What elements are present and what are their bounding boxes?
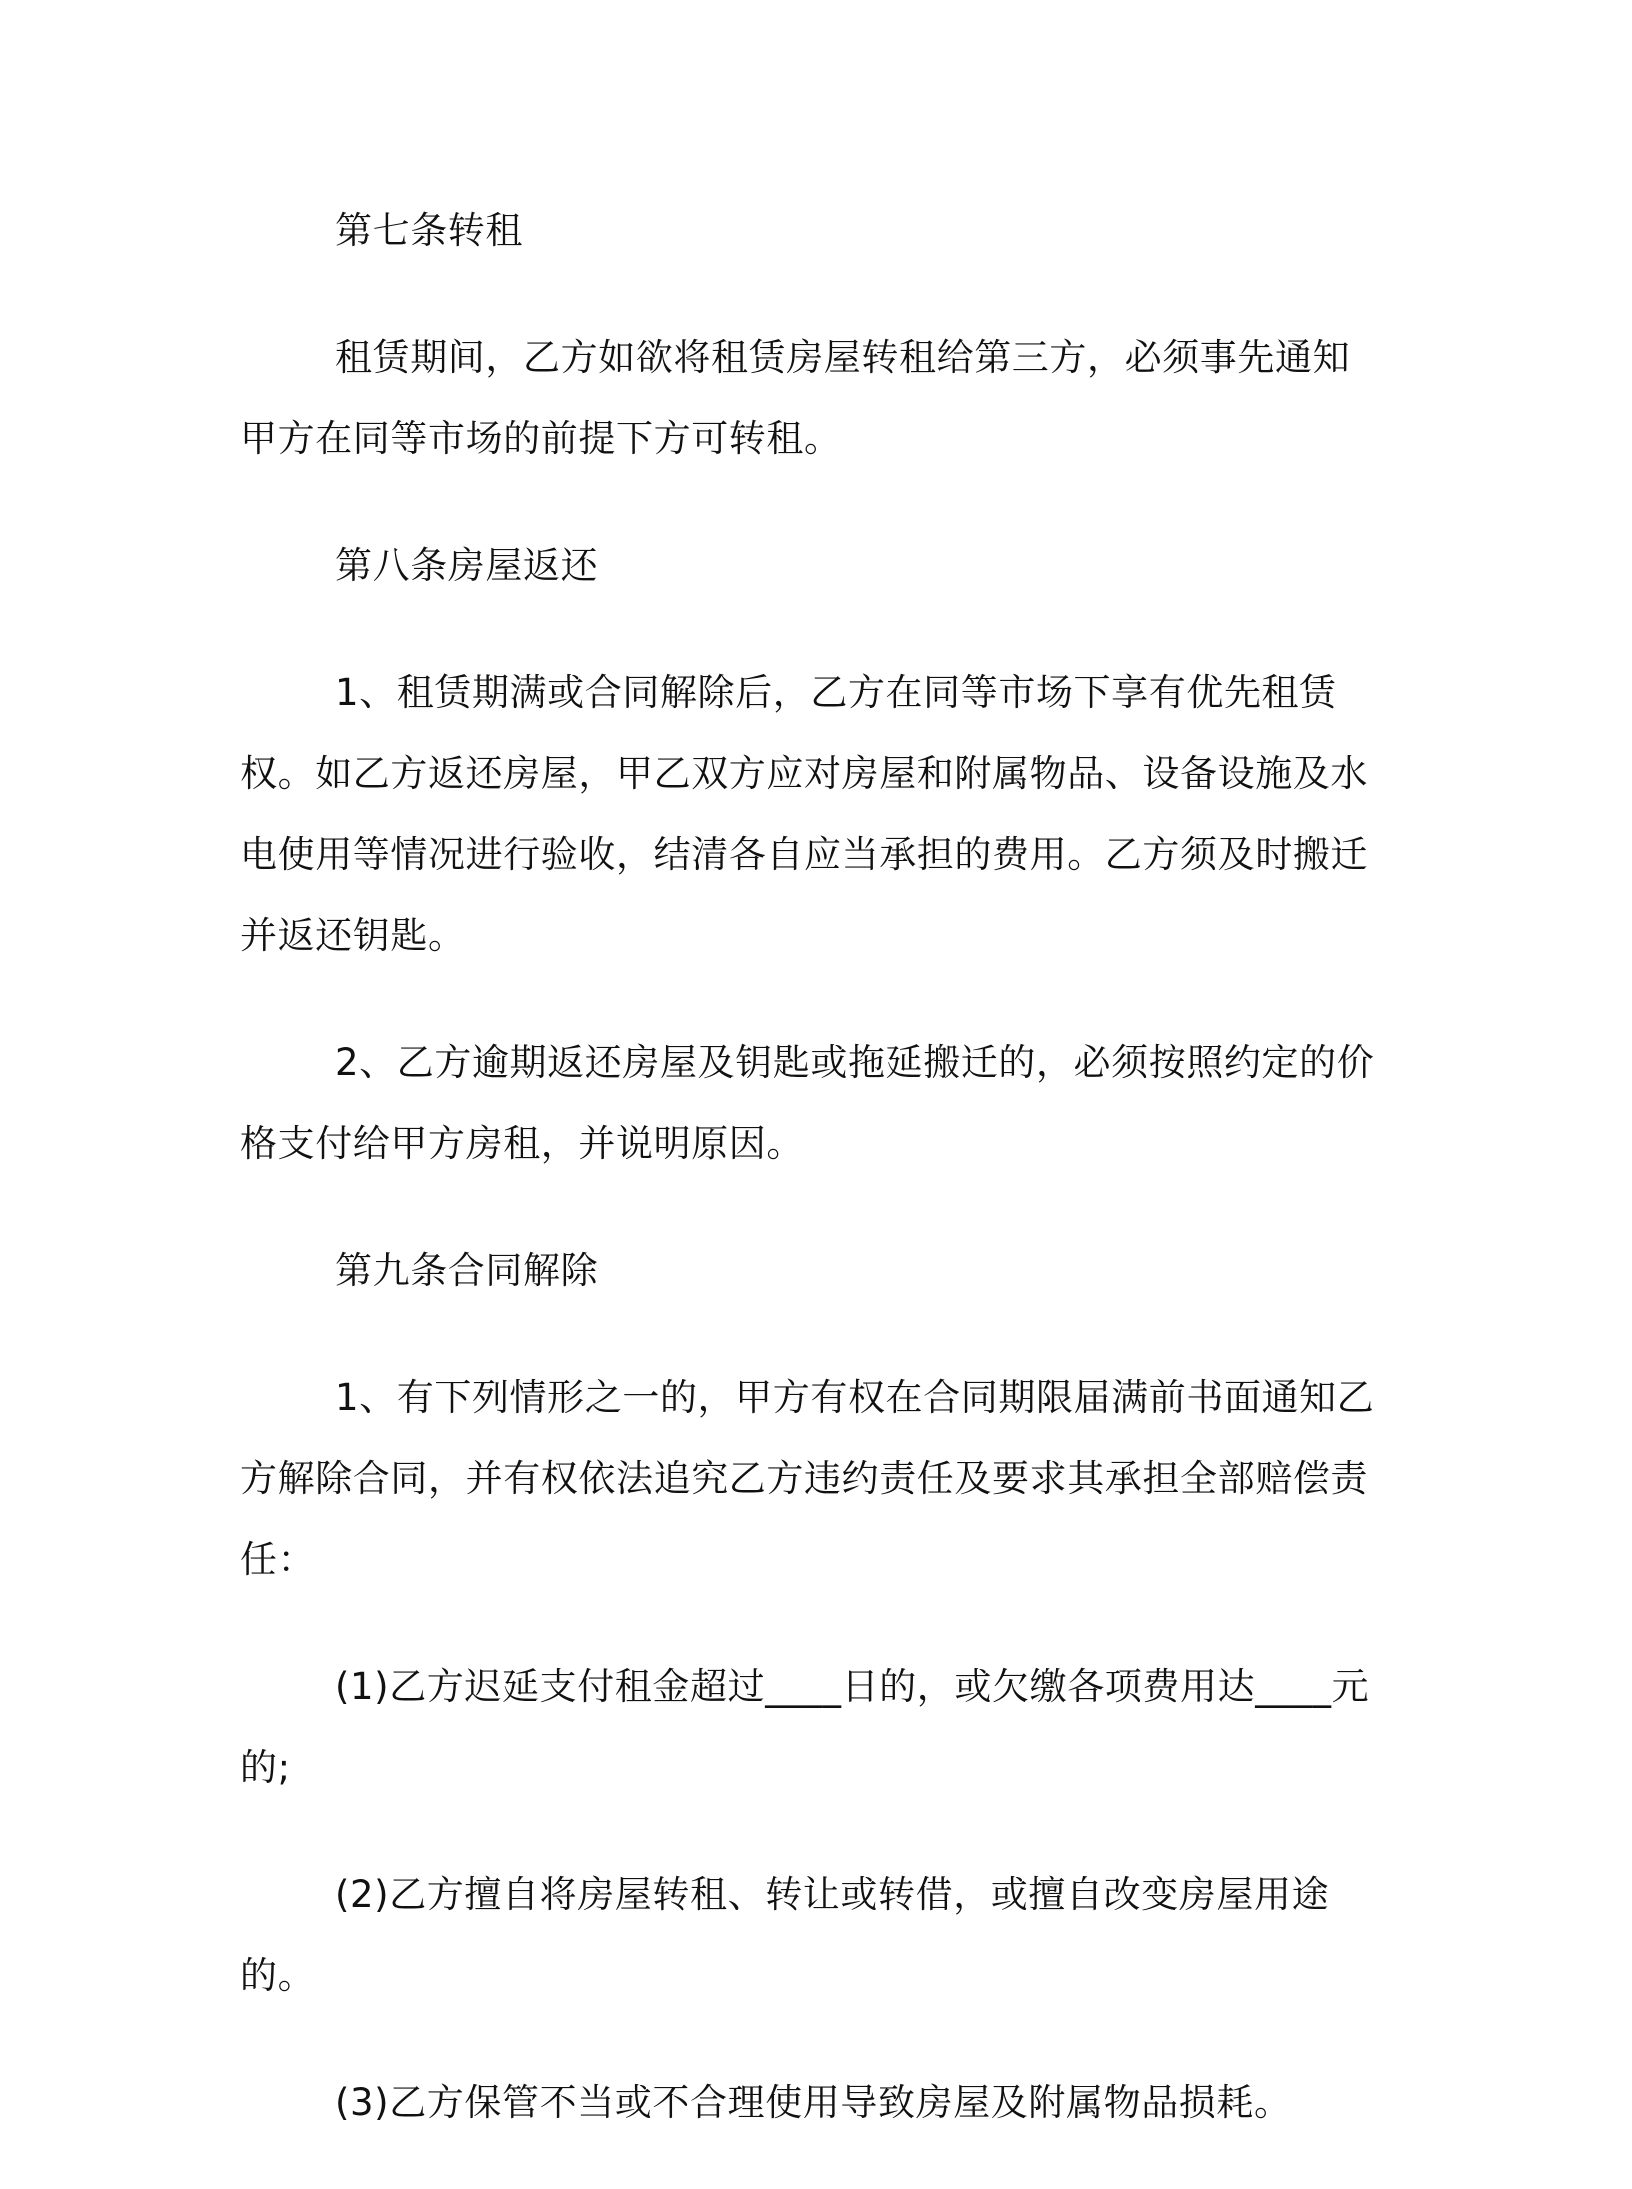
article-7-heading: 第七条转租	[335, 209, 523, 252]
article-9-clause-3: (3)乙方保管不当或不合理使用导致房屋及附属物品损耗。	[335, 2081, 1292, 2124]
article-9-clause-2: (2)乙方擅自将房屋转租、转让或转借，或擅自改变房屋用途的。	[240, 1873, 1330, 1997]
article-9-clause-1: (1)乙方迟延支付租金超过____日的，或欠缴各项费用达____元的;	[240, 1665, 1370, 1789]
document-page	[240, 190, 1380, 2189]
article-8-item-2: 2、乙方逾期返还房屋及钥匙或拖延搬迁的，必须按照约定的价格支付给甲方房租，并说明原因。	[240, 1041, 1375, 1165]
article-9-item-1: 1、有下列情形之一的，甲方有权在合同期限届满前书面通知乙方解除合同，并有权依法追究乙方违约责任及要求其承担全部赔偿责任：	[240, 1376, 1375, 1581]
article-7-body: 租赁期间，乙方如欲将租赁房屋转租给第三方，必须事先通知甲方在同等市场的前提下方可转租。	[240, 336, 1351, 460]
article-8-item-1: 1、租赁期满或合同解除后，乙方在同等市场下享有优先租赁权。如乙方返还房屋，甲乙双方应对房屋和附属物品、设备设施及水电使用等情况进行验收，结清各自应当承担的费用。乙方须及时搬迁并返还钥匙。	[240, 671, 1368, 957]
article-8-heading: 第八条房屋返还	[335, 544, 599, 587]
article-9-heading: 第九条合同解除	[335, 1249, 599, 1292]
